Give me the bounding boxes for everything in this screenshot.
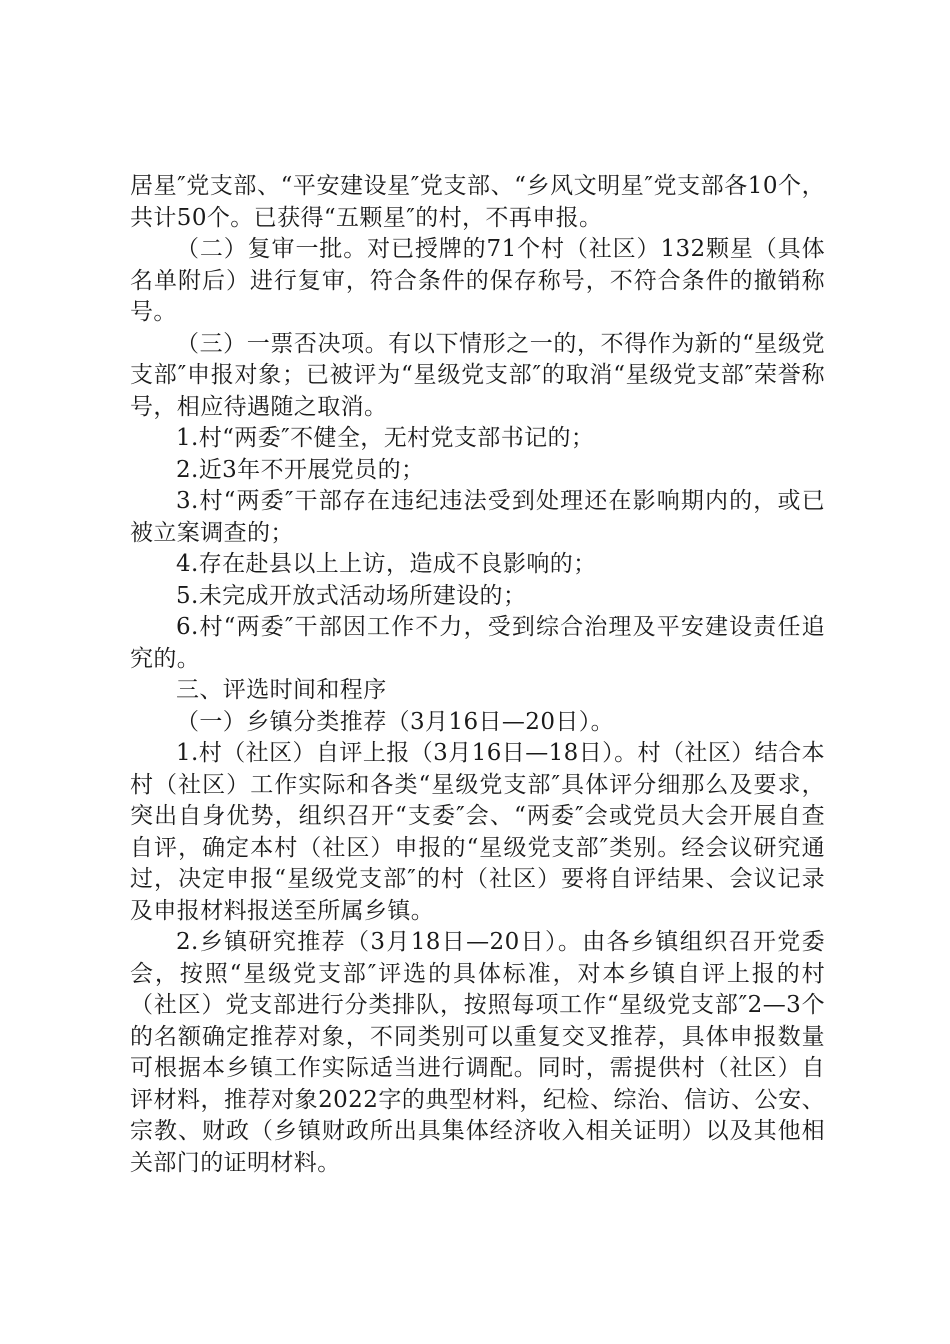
list-item: 4.存在赴县以上上访，造成不良影响的； xyxy=(176,551,597,577)
list-item: 1.村“两委″不健全，无村党支部书记的； xyxy=(176,425,595,451)
list-item: 6.村“两委″干部因工作不力，受到综合治理及平安建设责任追究的。 xyxy=(130,614,825,672)
paragraph: （二）复审一批。对已授牌的71个村（社区）132颗星（具体名单附后）进行复审，符合条件的保存称号，不符合条件的撤销称号。 xyxy=(130,236,825,325)
subsection-heading: （一）乡镇分类推荐（3月16日—20日）。 xyxy=(176,708,615,735)
paragraph: 居星″党支部、“平安建设星″党支部、“乡风文明星″党支部各10个，共计50个。已获得“五颗星″的村，不再申报。 xyxy=(130,173,825,231)
paragraph: 2.乡镇研究推荐（3月18日—20日）。由各乡镇组织召开党委会，按照“星级党支部″评选的具体标准，对本乡镇自评上报的村（社区）党支部进行分类排队，按照每项工作“星级党支部″2—3个的名额确定推荐对象，不同类别可以重复交叉推荐，具体申报数量可根据本乡镇工作实际适当进行调配。同时，需提供村（社区）自评材料，推荐对象2022字的典型材料，纪检、综治、信访、公安、宗教、财政（乡镇财政所出具集体经济收入相关证明）以及其他相关部门的证明材料。 xyxy=(130,929,825,1176)
list-item: 2.近3年不开展党员的； xyxy=(176,456,425,483)
paragraph: （三）一票否决项。有以下情形之一的，不得作为新的“星级党支部″申报对象；已被评为“星级党支部″的取消“星级党支部″荣誉称号，相应待遇随之取消。 xyxy=(130,330,825,420)
paragraph: 1.村（社区）自评上报（3月16日—18日）。村（社区）结合本村（社区）工作实际和各类“星级党支部″具体评分细那么及要求，突出自身优势，组织召开“支委″会、“两委″会或党员大会开展自查自评，确定本村（社区）申报的“星级党支部″类别。经会议研究通过，决定申报“星级党支部″的村（社区）要将自评结果、会议记录及申报材料报送至所属乡镇。 xyxy=(130,740,825,924)
list-item: 5.未完成开放式活动场所建设的； xyxy=(176,582,527,609)
document-page xyxy=(130,171,825,1179)
list-item: 3.村“两委″干部存在违纪违法受到处理还在影响期内的，或已被立案调查的； xyxy=(130,488,825,546)
section-heading: 三、评选时间和程序 xyxy=(176,677,387,703)
